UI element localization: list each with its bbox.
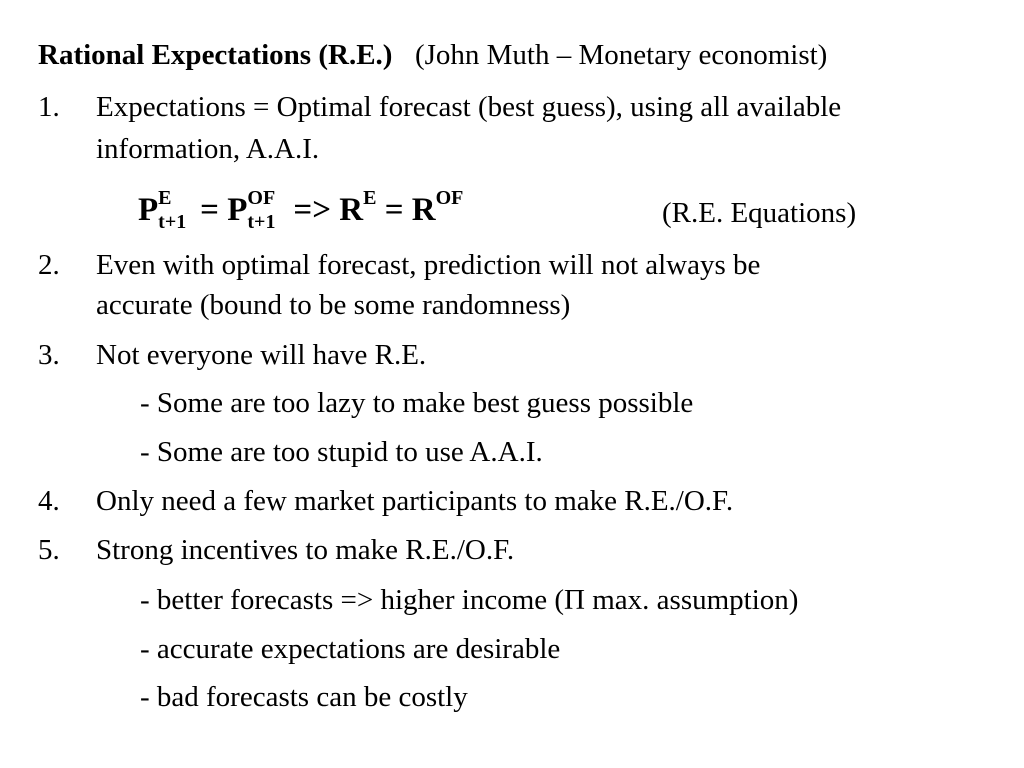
eq-p1-scripts [158,187,200,234]
item-5-subpoint-1: - better forecasts => higher income (Π max. assumption) [140,584,799,616]
slide-title [38,38,827,72]
eq-p2-sub: t+1 [247,211,276,234]
item-1-line-2: information, A.A.I. [96,133,320,165]
item-2-number: 2. [38,249,60,281]
item-2-line-1: Even with optimal forecast, prediction will not always be [96,249,761,281]
item-5-subpoint-2: - accurate expectations are desirable [140,633,561,665]
item-3-line-1: Not everyone will have R.E. [96,339,427,371]
item-5-line-1: Strong incentives to make R.E./O.F. [96,534,515,566]
item-5-subpoint-3: - bad forecasts can be costly [140,681,468,713]
title-bold: Rational Expectations (R.E.) [38,39,393,71]
item-2-line-2: accurate (bound to be some randomness) [96,289,571,321]
item-3-subpoint-1: - Some are too lazy to make best guess possible [140,387,694,419]
item-1-number: 1. [38,91,60,123]
eq-r2-sup: OF [435,187,464,209]
eq-arrow: => R [293,192,364,228]
eq-p2-sup: OF [247,187,276,210]
eq-p1-sub: t+1 [158,211,187,234]
equation-note: (R.E. Equations) [662,197,857,229]
title-rest: (John Muth – Monetary economist) [414,39,828,71]
item-4-line-1: Only need a few market participants to make R.E./O.F. [96,485,734,517]
eq-equals-1: = P [200,192,248,228]
eq-p2-scripts [247,187,293,234]
eq-r1-sup: E [363,187,377,209]
item-3-number: 3. [38,339,60,371]
eq-p1: P [138,192,159,228]
item-5-number: 5. [38,534,60,566]
eq-equals-2: = R [384,192,436,228]
item-4-number: 4. [38,485,60,517]
item-1-line-1: Expectations = Optimal forecast (best guess), using all available [96,91,842,123]
item-3-subpoint-2: - Some are too stupid to use A.A.I. [140,436,543,468]
eq-p1-sup: E [158,187,172,210]
re-equation [138,187,464,234]
